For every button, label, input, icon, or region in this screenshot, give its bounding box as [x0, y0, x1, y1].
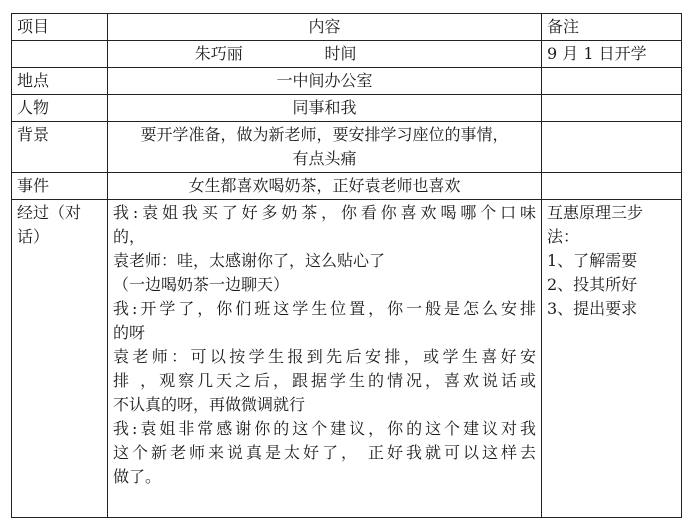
time-value: 9 月 1 日开学 [542, 41, 682, 68]
dialogue-line: 的呀 [113, 323, 146, 342]
people-row [12, 95, 682, 122]
process-row [12, 200, 682, 518]
dialogue-line: 这个新老师来说真是太好了， 正好我就可以这样去 [113, 443, 536, 462]
empty-cell [542, 95, 682, 122]
background-text [108, 122, 542, 173]
strategy-note [542, 200, 682, 518]
dialogue-line: 袁老师：哇，太感谢你了，这么贴心了 [113, 251, 386, 270]
event-row [12, 173, 682, 200]
process-label-line: 经过（对 [17, 203, 82, 222]
place-row [12, 68, 682, 95]
dialogue-line: 的， [113, 227, 146, 246]
dialogue-line: 排 ，观察几天之后，跟据学生的情况，喜欢说话或 [113, 371, 536, 390]
name-row [12, 41, 682, 68]
people-label: 人物 [12, 95, 108, 122]
people-value: 同事和我 [108, 95, 542, 122]
note-line: 法： [547, 227, 580, 246]
background-label: 背景 [12, 122, 108, 173]
header-content: 内容 [108, 14, 542, 41]
background-line: 有点头痛 [292, 149, 357, 168]
dialogue-line: 我:开学了，你们班这学生位置，你一般是怎么安排 [113, 299, 536, 318]
place-value: 一中间办公室 [108, 68, 542, 95]
empty-cell [542, 173, 682, 200]
background-line: 要开学准备，做为新老师，要安排学习座位的事情， [140, 125, 509, 144]
background-row [12, 122, 682, 173]
note-line: 2、投其所好 [547, 275, 638, 294]
header-row [12, 14, 682, 41]
place-label: 地点 [12, 68, 108, 95]
process-label [12, 200, 108, 518]
empty-cell [542, 68, 682, 95]
name-time-cell [108, 41, 542, 68]
note-line: 3、提出要求 [547, 299, 638, 318]
note-line: 1、了解需要 [547, 251, 638, 270]
dialogue-line: （一边喝奶茶一边聊天） [113, 275, 290, 294]
dialogue-line: 不认真的呀，再做微调就行 [113, 395, 306, 414]
dialogue-line: 袁老师：可以按学生报到先后安排，或学生喜好安 [113, 347, 536, 366]
event-label: 事件 [12, 173, 108, 200]
dialogue-cell [108, 200, 542, 518]
empty-cell [12, 41, 108, 68]
dialogue-line: 做了。 [113, 467, 162, 486]
person-name: 朱巧丽 [194, 44, 243, 63]
process-label-line: 话） [17, 227, 50, 246]
dialogue-line: 我:袁姐我买了好多奶茶，你看你喜欢喝哪个口味 [113, 203, 536, 222]
header-note: 备注 [542, 14, 682, 41]
time-label: 时间 [324, 44, 357, 63]
empty-cell [542, 122, 682, 173]
note-line: 互惠原理三步 [547, 203, 644, 222]
dialogue-line: 我:袁姐非常感谢你的这个建议，你的这个建议对我 [113, 419, 536, 438]
header-item: 项目 [12, 14, 108, 41]
plan-table [11, 13, 682, 518]
event-value: 女生都喜欢喝奶茶，正好袁老师也喜欢 [108, 173, 542, 200]
